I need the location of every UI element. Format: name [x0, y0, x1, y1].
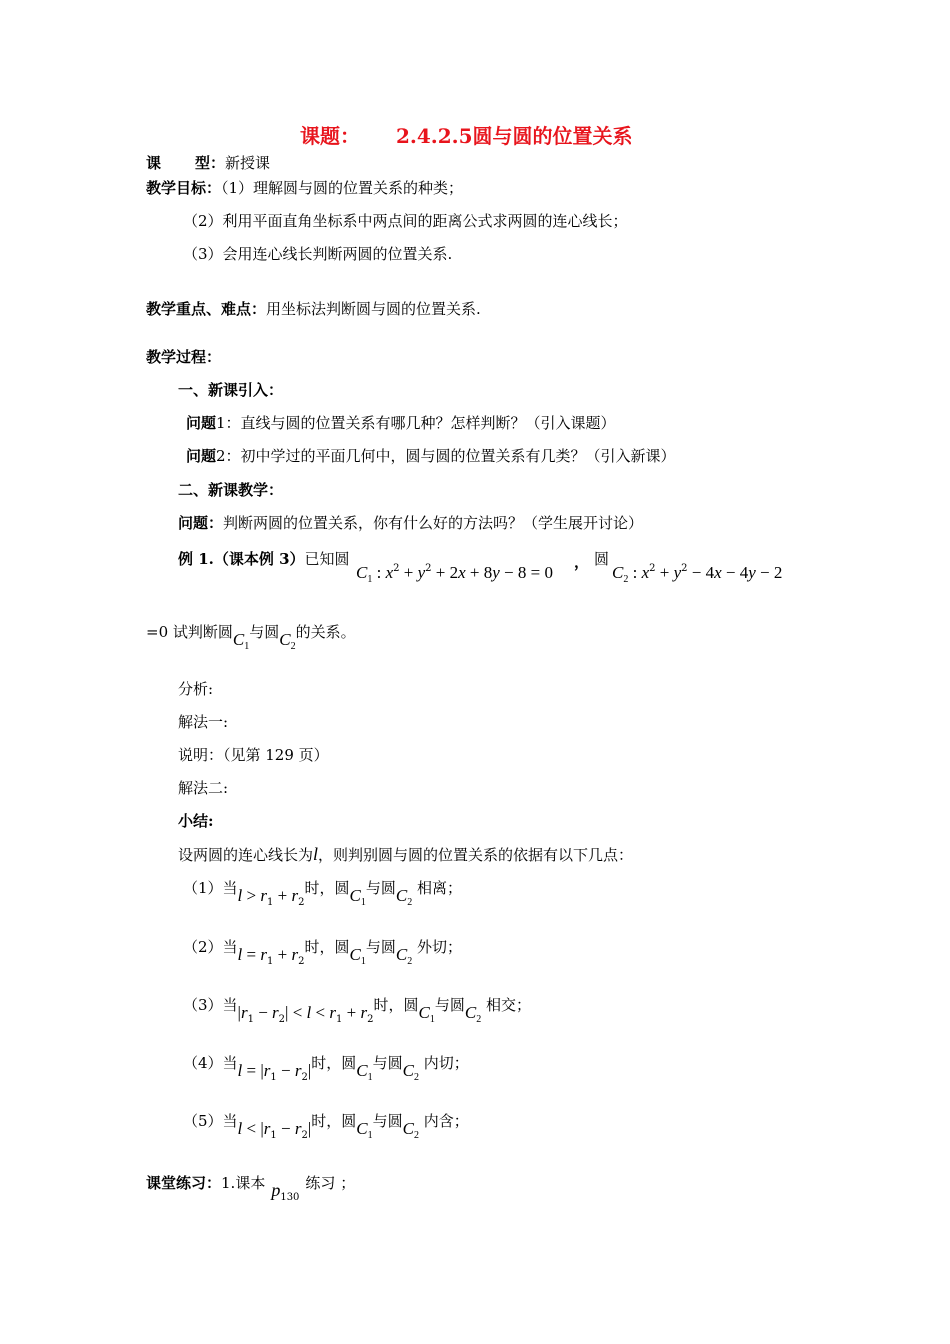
- example-line2-c: 的关系。: [295, 623, 356, 641]
- example-line1: [178, 549, 350, 569]
- exercise-text: 1.课本: [221, 1174, 266, 1192]
- lesson-type-value: 新授课: [225, 154, 271, 172]
- summary-item-num: （3）当: [183, 996, 238, 1014]
- analysis-label: 分析:: [178, 680, 214, 698]
- summary-item-relation: 内含；: [423, 1112, 469, 1130]
- question3: [178, 513, 643, 533]
- question1: [186, 413, 616, 433]
- question2: [186, 446, 676, 466]
- solution2-label: 解法二:: [178, 779, 229, 797]
- lesson-type-label1: 课: [146, 154, 162, 172]
- example-line2: =0 试判断圆$C_1$与圆$C_2$的关系。: [146, 623, 356, 652]
- summary-item-shi: 时，圆: [304, 879, 350, 897]
- question3-label: 问题：: [178, 514, 224, 532]
- process-label: 教学过程：: [146, 348, 222, 366]
- summary-item: （2）当$l = r_1 + r_2$时，圆$C_1$与圆$C_2$ 外切；: [183, 938, 462, 967]
- key-points-label: 教学重点、难点：: [146, 300, 267, 318]
- lesson-type: [146, 153, 270, 173]
- exercise-suffix: 练习 ；: [305, 1174, 356, 1192]
- summary-item-yu: 与圆: [434, 996, 465, 1014]
- objectives: [146, 178, 463, 198]
- summary-item-shi: 时，圆: [373, 996, 419, 1014]
- summary-item-shi: 时，圆: [311, 1054, 357, 1072]
- summary-item-yu: 与圆: [365, 879, 396, 897]
- summary-item-num: （4）当: [183, 1054, 238, 1072]
- example-comma: ，: [574, 553, 590, 571]
- key-points-value: 用坐标法判断圆与圆的位置关系.: [266, 300, 481, 318]
- question2-label: 问题: [186, 447, 217, 465]
- summary-intro-a: 设两圆的连心线长为: [178, 846, 314, 864]
- question1-text: 1：直线与圆的位置关系有哪几种？怎样判断？（引入课题）: [216, 414, 616, 432]
- example-circle-word: 圆: [594, 550, 610, 568]
- note-label: 说明：（见第 129 页）: [178, 746, 329, 764]
- summary-item-yu: 与圆: [372, 1054, 403, 1072]
- example-line2-b: 与圆: [249, 623, 280, 641]
- summary-item: （1）当$l > r_1 + r_2$时，圆$C_1$与圆$C_2$ 相离；: [183, 879, 462, 908]
- example-eq1: $C_1$ : $x^2 + y^2 + 2x + 8y - 8 = 0$: [356, 563, 553, 585]
- summary-item-relation: 相交；: [485, 996, 531, 1014]
- summary-item-num: （5）当: [183, 1112, 238, 1130]
- example-text1: 已知圆: [304, 550, 350, 568]
- question2-text: 2：初中学过的平面几何中，圆与圆的位置关系有几类？（引入新课）: [216, 447, 676, 465]
- page-title: [300, 122, 633, 150]
- example-eq2: $C_2$ : $x^2 + y^2 - 4x - 4y - 2$: [612, 563, 783, 585]
- section2-heading: 二、新课教学：: [178, 481, 284, 499]
- summary-item-yu: 与圆: [365, 938, 396, 956]
- objectives-label: 教学目标：: [146, 179, 222, 197]
- solution1-label: 解法一:: [178, 713, 229, 731]
- exercise-label: 课堂练习：: [146, 1174, 222, 1192]
- summary-intro: 设两圆的连心线长为l，则判别圆与圆的位置关系的依据有以下几点：: [178, 844, 634, 864]
- summary-item-relation: 内切；: [423, 1054, 469, 1072]
- objective-item: （1）理解圆与圆的位置关系的种类；: [221, 179, 464, 197]
- summary-intro-b: ，则判别圆与圆的位置关系的依据有以下几点：: [318, 846, 634, 864]
- question3-text: 判断两圆的位置关系，你有什么好的方法吗？（学生展开讨论）: [223, 514, 644, 532]
- summary-item-num: （2）当: [183, 938, 238, 956]
- summary-item-shi: 时，圆: [311, 1112, 357, 1130]
- title-label: 课题：: [300, 124, 360, 148]
- title-text: 2.4.2.5圆与圆的位置关系: [396, 124, 633, 148]
- question1-label: 问题: [186, 414, 217, 432]
- summary-item-relation: 外切；: [416, 938, 462, 956]
- summary-item: （3）当$|r_1 - r_2| < l < r_1 + r_2$时，圆$C_1$与圆$C_2$ 相交；: [183, 996, 531, 1025]
- summary-item-relation: 相离；: [416, 879, 462, 897]
- summary-item-yu: 与圆: [372, 1112, 403, 1130]
- summary-item-num: （1）当: [183, 879, 238, 897]
- example-label: 例 1.（课本例 3）: [178, 550, 305, 568]
- example-line2-a: =0 试判断圆: [146, 623, 233, 641]
- summary-label: 小结:: [178, 812, 214, 830]
- objective-item: （3）会用连心线长判断两圆的位置关系.: [183, 245, 453, 263]
- section1-heading: 一、新课引入：: [178, 381, 284, 399]
- lesson-type-label2: 型：: [195, 154, 226, 172]
- key-points: [146, 299, 481, 319]
- summary-item: （5）当$l < |r_1 - r_2|$时，圆$C_1$与圆$C_2$ 内含；: [183, 1112, 469, 1141]
- exercise: 课堂练习：1.课本 $p_{130}$练习 ；: [146, 1174, 356, 1203]
- objective-item: （2）利用平面直角坐标系中两点间的距离公式求两圆的连心线长；: [183, 212, 628, 230]
- summary-item-shi: 时，圆: [304, 938, 350, 956]
- summary-item: （4）当$l = |r_1 - r_2|$时，圆$C_1$与圆$C_2$ 内切；: [183, 1054, 469, 1083]
